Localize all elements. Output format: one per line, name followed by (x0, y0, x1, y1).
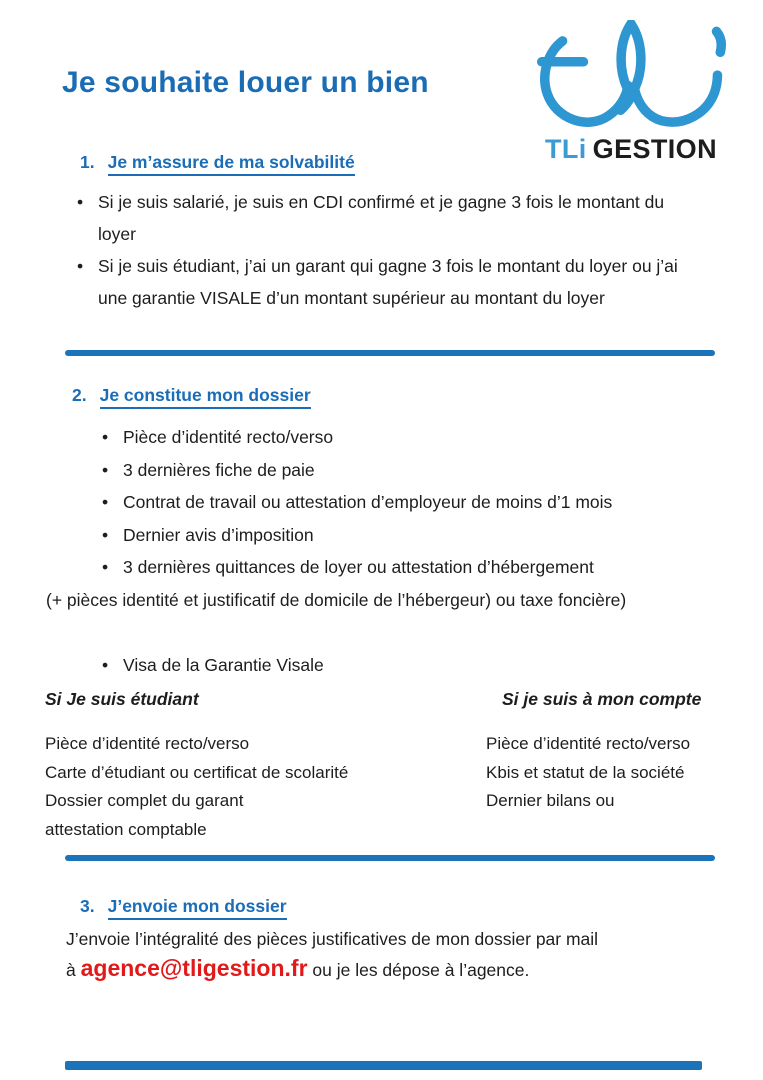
section-2-heading-text: Je constitue mon dossier (100, 385, 311, 409)
list-item: Kbis et statut de la société (486, 762, 685, 782)
visale-list (100, 649, 500, 682)
wordmark-gestion: GESTION (592, 134, 717, 164)
section-1-number: 1. (80, 152, 95, 172)
brand-wordmark (533, 134, 729, 165)
list-item: • Pièce d’identité recto/verso (100, 421, 740, 454)
list-item: • 3 dernières fiche de paie (100, 454, 740, 487)
tli-logo-mark (535, 20, 727, 134)
section-divider-1 (65, 350, 715, 356)
section-2-heading (72, 385, 311, 406)
line2-prefix: à (66, 960, 81, 980)
list-item: • Si je suis salarié, je suis en CDI confirmé et je gagne 3 fois le montant du loyer (75, 186, 683, 250)
line2-suffix: ou je les dépose à l’agence. (307, 960, 530, 980)
list-item: • Visa de la Garantie Visale (100, 649, 500, 682)
solvency-list (75, 186, 683, 314)
section-3-heading (80, 896, 287, 917)
list-item: • Dernier avis d’imposition (100, 519, 740, 552)
dossier-list (100, 421, 740, 584)
section-2-number: 2. (72, 385, 87, 405)
page-title: Je souhaite louer un bien (62, 66, 429, 99)
section-3-heading-text: J’envoie mon dossier (108, 896, 287, 920)
list-item: Dossier complet du garant (45, 791, 244, 810)
bottom-rule (65, 1061, 702, 1070)
list-item: • Contrat de travail ou attestation d’employeur de moins d’1 mois (100, 486, 740, 519)
student-column-list (45, 730, 475, 844)
send-instructions-line2 (66, 955, 529, 982)
self-employed-column-heading: Si je suis à mon compte (502, 689, 702, 709)
list-item: Pièce d’identité recto/verso (45, 734, 250, 753)
self-employed-column-list (486, 730, 756, 816)
section-1-heading (80, 152, 355, 173)
list-item: • 3 dernières quittances de loyer ou attestation d’hébergement (100, 551, 740, 584)
section-1-heading-text: Je m’assure de ma solvabilité (108, 152, 355, 176)
list-item: Dernier bilans ou (486, 791, 615, 810)
section-divider-2 (65, 855, 715, 861)
send-instructions-line1: J’envoie l’intégralité des pièces justificatives de mon dossier par mail (66, 929, 599, 949)
agency-email: agence@tligestion.fr (80, 955, 308, 981)
list-item: Pièce d’identité recto/verso (486, 734, 691, 753)
wordmark-tli: TLi (544, 134, 587, 164)
list-item: Carte d’étudiant ou certificat de scolarité (45, 762, 349, 782)
list-item: • Si je suis étudiant, j’ai un garant qui gagne 3 fois le montant du loyer ou j’ai une garantie VISALE d’un montant supérieur au montant du loyer (75, 250, 683, 314)
student-column-heading: Si Je suis étudiant (45, 689, 199, 709)
brand-logo (533, 20, 729, 165)
section-3-number: 3. (80, 896, 95, 916)
list-continuation: (+ pièces identité et justificatif de domicile de l’hébergeur) ou taxe foncière) (46, 590, 627, 610)
list-item: attestation comptable (45, 819, 207, 839)
